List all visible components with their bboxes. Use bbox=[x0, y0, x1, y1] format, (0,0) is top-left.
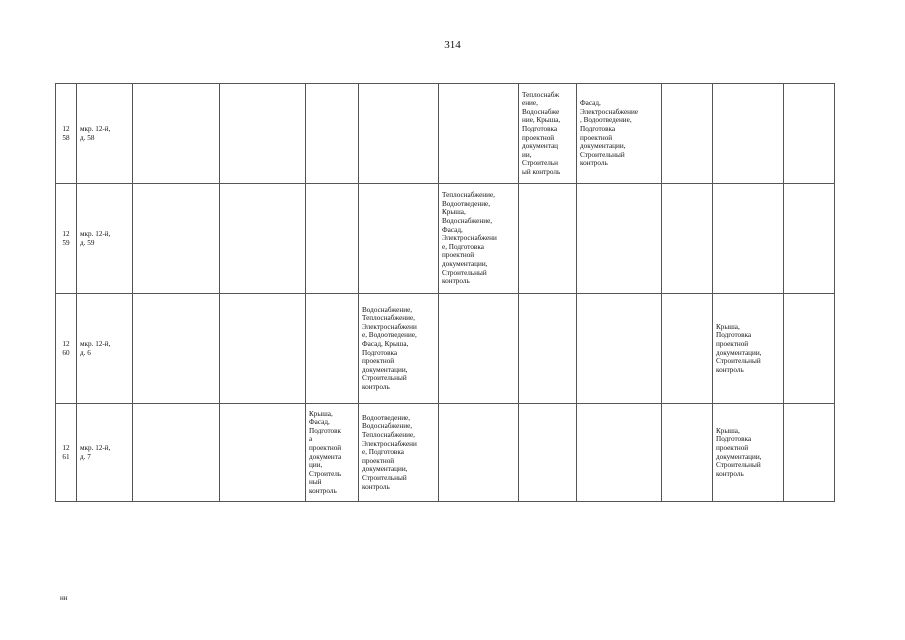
works-cell-year-3: Крыша, Фасад, Подготовк а проектной документа ции, Строитель ный контроль bbox=[306, 404, 359, 502]
works-cell-year-1 bbox=[133, 294, 220, 404]
works-cell-year-2 bbox=[220, 184, 306, 294]
works-cell-year-10 bbox=[784, 84, 835, 184]
works-cell-year-7 bbox=[577, 184, 662, 294]
works-cell-year-7: Фасад, Электроснабжение , Водоотведение, Подготовка проектной документации, Строительный контроль bbox=[577, 84, 662, 184]
works-cell-year-9 bbox=[713, 184, 784, 294]
works-cell-year-8 bbox=[662, 404, 713, 502]
table-row bbox=[56, 184, 835, 294]
address-cell: мкр. 12-й, д. 59 bbox=[77, 184, 133, 294]
works-cell-year-3 bbox=[306, 184, 359, 294]
works-schedule-table bbox=[55, 83, 835, 502]
works-cell-year-6: Теплоснабж ение, Водоснабже ние, Крыша, Подготовка проектной документац ии, Строительн ый контроль bbox=[519, 84, 577, 184]
works-cell-year-8 bbox=[662, 294, 713, 404]
works-cell-year-5 bbox=[439, 404, 519, 502]
works-cell-year-1 bbox=[133, 84, 220, 184]
works-cell-year-6 bbox=[519, 404, 577, 502]
address-cell: мкр. 12-й, д. 6 bbox=[77, 294, 133, 404]
works-cell-year-10 bbox=[784, 404, 835, 502]
works-cell-year-5: Теплоснабжение, Водоотведение, Крыша, Водоснабжение, Фасад, Электроснабжени е, Подготовка проектной документации, Строительный контроль bbox=[439, 184, 519, 294]
works-cell-year-9 bbox=[713, 84, 784, 184]
works-cell-year-6 bbox=[519, 294, 577, 404]
row-number-cell: 12 59 bbox=[56, 184, 77, 294]
works-cell-year-4 bbox=[359, 184, 439, 294]
footer-note: нн bbox=[60, 594, 68, 602]
table-row bbox=[56, 84, 835, 184]
works-cell-year-9: Крыша, Подготовка проектной документации, Строительный контроль bbox=[713, 294, 784, 404]
address-cell: мкр. 12-й, д. 58 bbox=[77, 84, 133, 184]
table-row bbox=[56, 404, 835, 502]
works-cell-year-8 bbox=[662, 184, 713, 294]
works-cell-year-9: Крыша, Подготовка проектной документации, Строительный контроль bbox=[713, 404, 784, 502]
row-number-cell: 12 58 bbox=[56, 84, 77, 184]
works-cell-year-2 bbox=[220, 294, 306, 404]
works-cell-year-5 bbox=[439, 84, 519, 184]
address-cell: мкр. 12-й, д. 7 bbox=[77, 404, 133, 502]
works-cell-year-10 bbox=[784, 294, 835, 404]
works-cell-year-10 bbox=[784, 184, 835, 294]
works-cell-year-2 bbox=[220, 404, 306, 502]
page-number: 314 bbox=[444, 39, 461, 51]
row-number-cell: 12 60 bbox=[56, 294, 77, 404]
row-number-cell: 12 61 bbox=[56, 404, 77, 502]
works-cell-year-3 bbox=[306, 294, 359, 404]
table-row bbox=[56, 294, 835, 404]
works-cell-year-1 bbox=[133, 404, 220, 502]
works-cell-year-4: Водоотведение, Водоснабжение, Теплоснабжение, Электроснабжени е, Подготовка проектной документации, Строительный контроль bbox=[359, 404, 439, 502]
works-cell-year-8 bbox=[662, 84, 713, 184]
works-cell-year-6 bbox=[519, 184, 577, 294]
works-cell-year-4 bbox=[359, 84, 439, 184]
works-cell-year-2 bbox=[220, 84, 306, 184]
works-cell-year-1 bbox=[133, 184, 220, 294]
works-cell-year-4: Водоснабжение, Теплоснабжение, Электроснабжени е, Водоотведение, Фасад, Крыша, Подготовка проектной документации, Строительный контроль bbox=[359, 294, 439, 404]
works-cell-year-7 bbox=[577, 294, 662, 404]
works-cell-year-3 bbox=[306, 84, 359, 184]
works-cell-year-7 bbox=[577, 404, 662, 502]
works-cell-year-5 bbox=[439, 294, 519, 404]
